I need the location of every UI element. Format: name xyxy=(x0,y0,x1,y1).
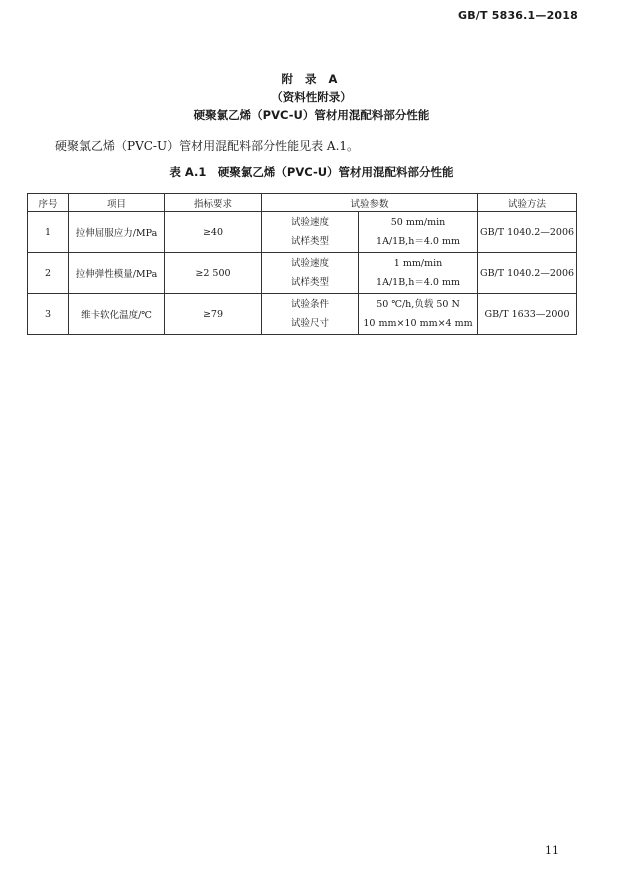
row-no: 1 xyxy=(28,212,69,253)
intro-paragraph: 硬聚氯乙烯（PVC-U）管材用混配料部分性能见表 A.1。 xyxy=(55,139,360,153)
header-no: 序号 xyxy=(28,194,69,212)
param-value: 50 ℃/h,负载 50 N xyxy=(376,299,460,310)
param-name: 试验速度 xyxy=(290,258,329,269)
row-param-values xyxy=(359,212,478,253)
row-param-names xyxy=(262,212,359,253)
row-item: 拉伸屈服应力/MPa xyxy=(69,212,165,253)
row-param-names xyxy=(262,253,359,294)
param-value: 50 mm/min xyxy=(390,217,446,228)
row-requirement: ≥79 xyxy=(165,294,262,335)
row-item: 维卡软化温度/℃ xyxy=(69,294,165,335)
table-caption: 表 A.1 硬聚氯乙烯（PVC-U）管材用混配料部分性能 xyxy=(169,165,454,179)
header-item: 项目 xyxy=(69,194,165,212)
annex-type: （资料性附录） xyxy=(271,90,352,104)
row-requirement: ≥2 500 xyxy=(165,253,262,294)
table-header-row xyxy=(28,194,577,212)
param-name: 试样类型 xyxy=(290,277,329,288)
param-value: 1 mm/min xyxy=(393,258,443,269)
param-name: 试验速度 xyxy=(290,217,329,228)
param-value: 1A/1B,h＝4.0 mm xyxy=(376,277,460,288)
row-method: GB/T 1040.2—2006 xyxy=(478,253,577,294)
row-param-values xyxy=(359,294,478,335)
param-value: 1A/1B,h＝4.0 mm xyxy=(376,236,460,247)
header-params: 试验参数 xyxy=(262,194,478,212)
annex-title: 硬聚氯乙烯（PVC-U）管材用混配料部分性能 xyxy=(193,108,430,122)
performance-table xyxy=(27,193,577,335)
table-row xyxy=(28,253,577,294)
row-requirement: ≥40 xyxy=(165,212,262,253)
annex-label: 附 录 A xyxy=(281,72,342,86)
param-name: 试样类型 xyxy=(290,236,329,247)
row-no: 3 xyxy=(28,294,69,335)
header-method: 试验方法 xyxy=(478,194,577,212)
param-name: 试验尺寸 xyxy=(290,318,329,329)
row-no: 2 xyxy=(28,253,69,294)
table-row xyxy=(28,294,577,335)
row-item: 拉伸弹性模量/MPa xyxy=(69,253,165,294)
page-number: 11 xyxy=(545,844,559,857)
param-name: 试验条件 xyxy=(290,299,329,310)
row-method: GB/T 1633—2000 xyxy=(478,294,577,335)
row-param-values xyxy=(359,253,478,294)
row-param-names xyxy=(262,294,359,335)
standard-code: GB/T 5836.1—2018 xyxy=(457,9,578,22)
header-requirement: 指标要求 xyxy=(165,194,262,212)
param-value: 10 mm×10 mm×4 mm xyxy=(363,318,473,329)
table-row xyxy=(28,212,577,253)
row-method: GB/T 1040.2—2006 xyxy=(478,212,577,253)
